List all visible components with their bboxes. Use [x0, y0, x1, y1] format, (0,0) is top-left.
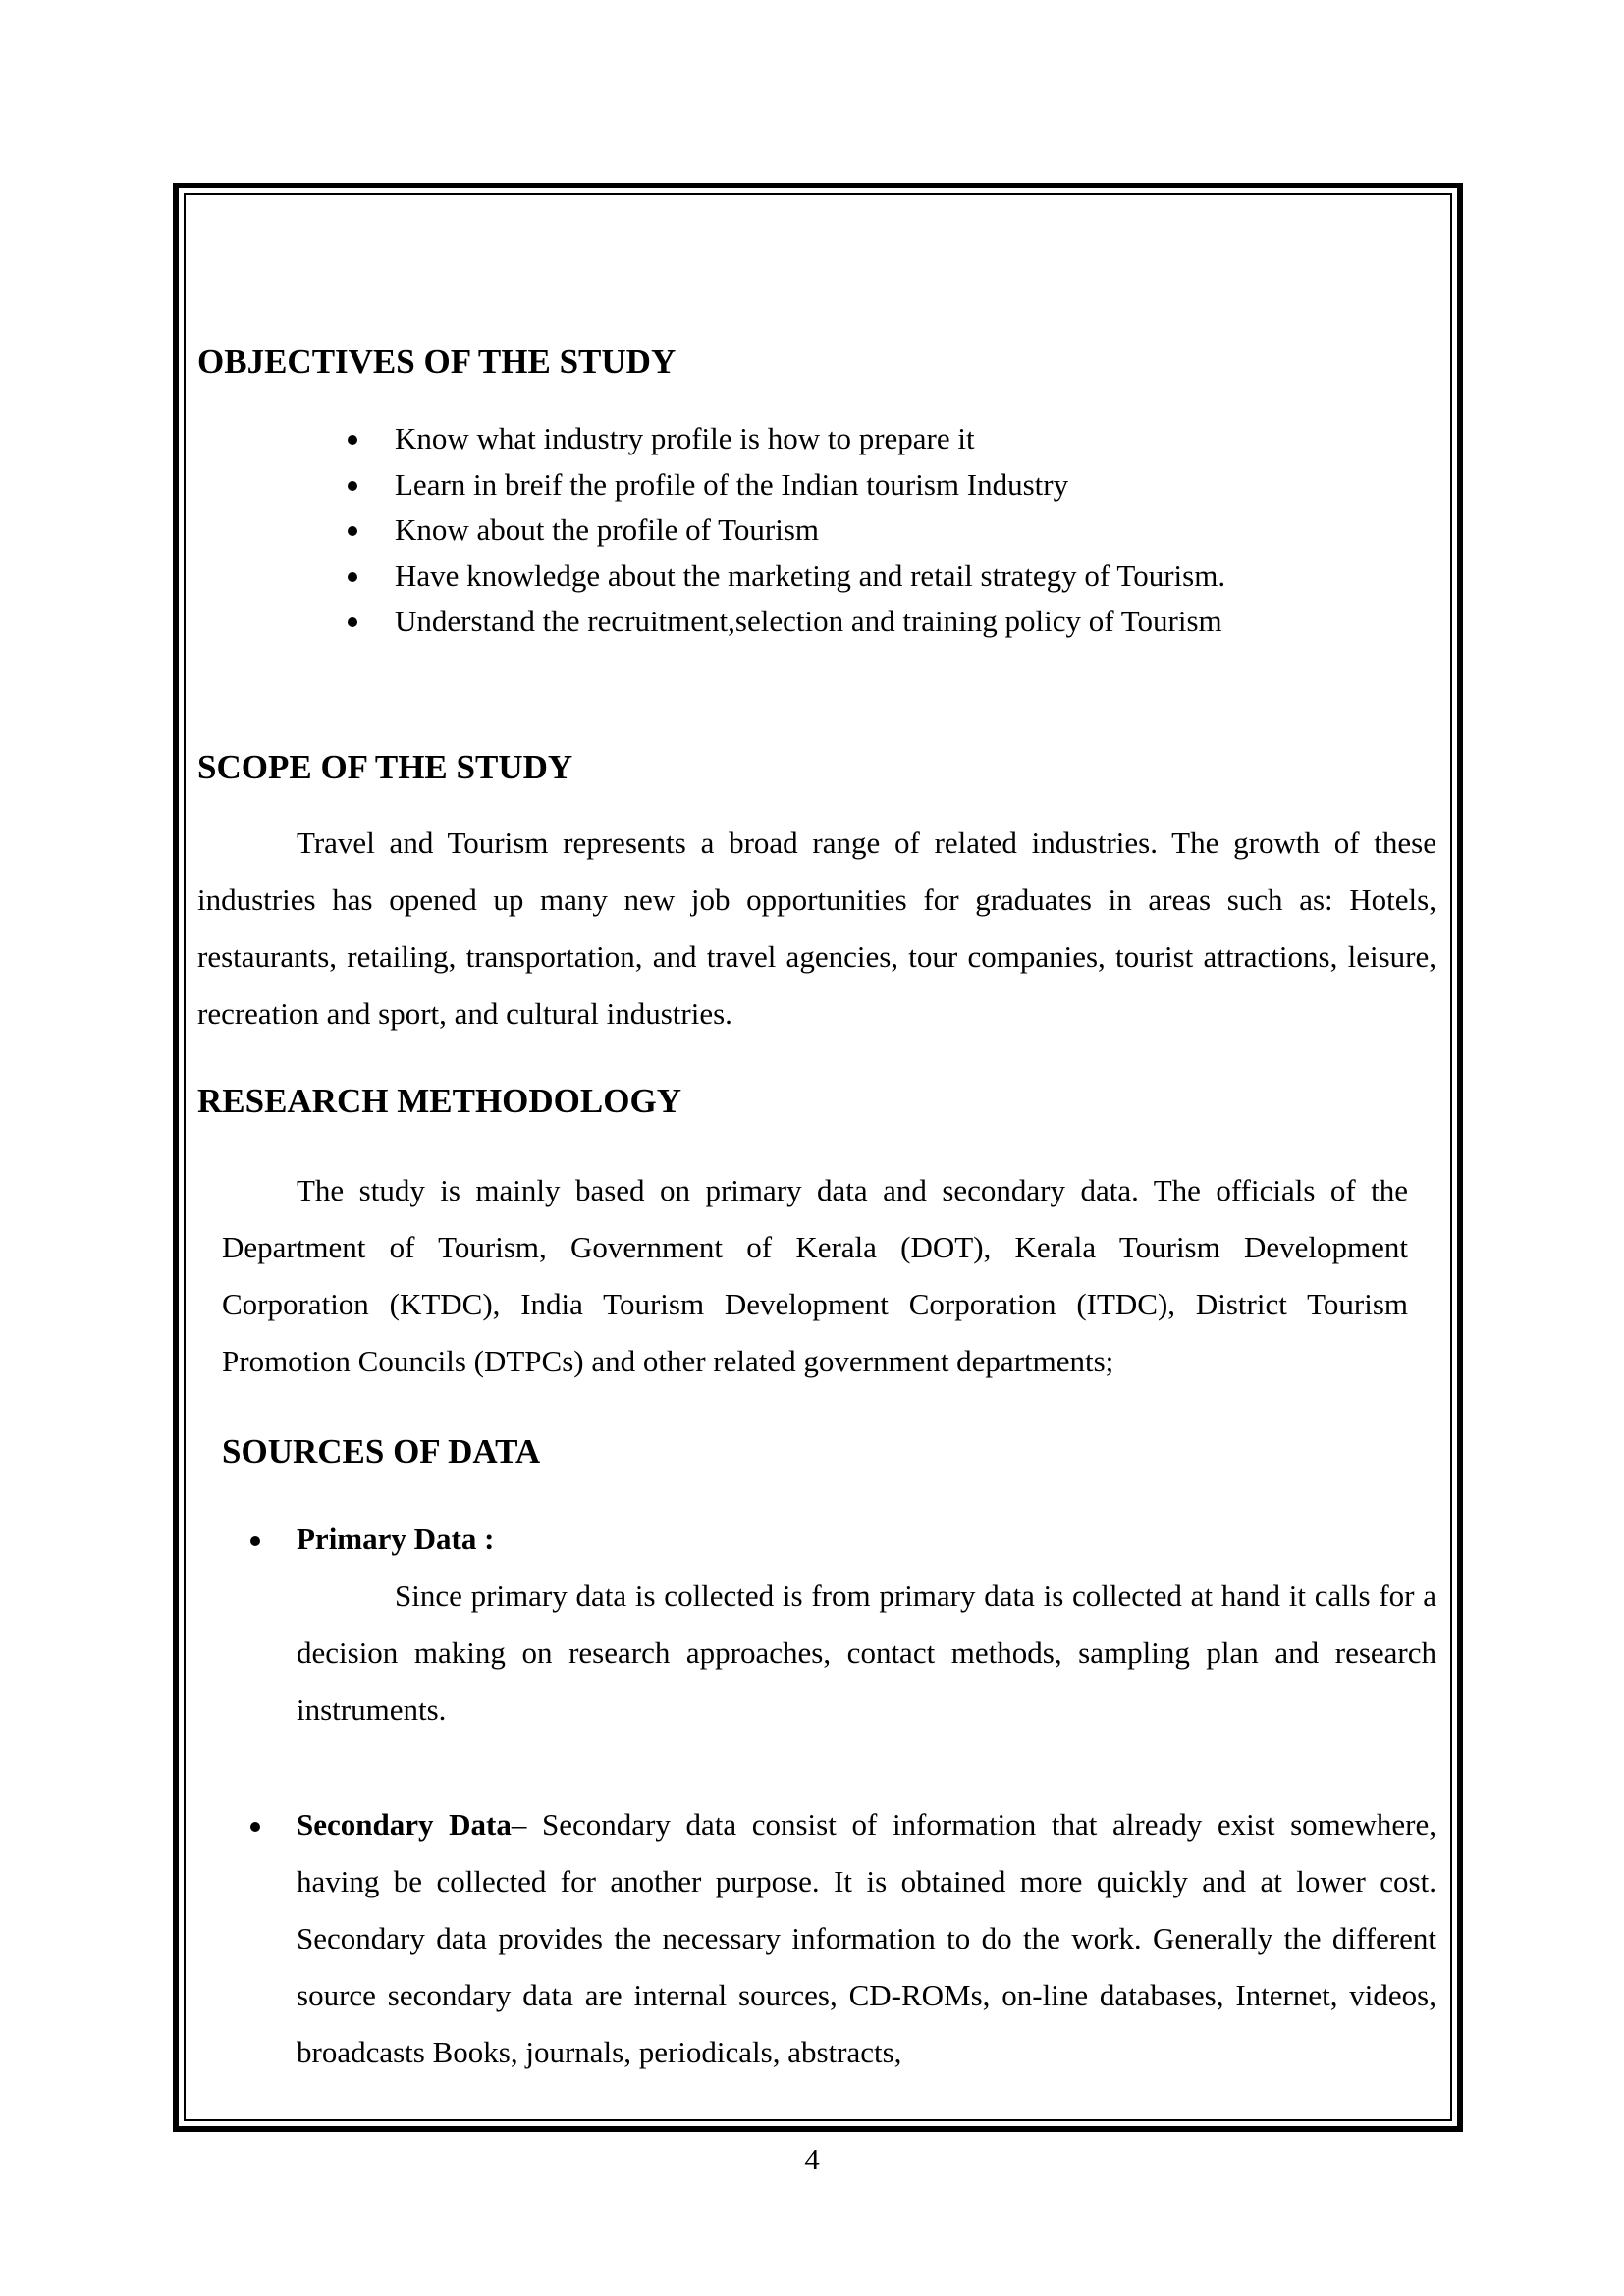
scope-heading: SCOPE OF THE STUDY: [197, 748, 573, 786]
bullet-icon: [348, 481, 357, 491]
methodology-paragraph: The study is mainly based on primary data and secondary data. The officials of the Department of Tourism, Government of Kerala (DOT), Kerala Tourism Development Corporation (KTDC), India Tourism Development Corporation (ITDC), District Tourism Promotion Councils (DTPCs) and other related government departments;: [222, 1173, 1408, 1378]
bullet-icon: [250, 1536, 260, 1546]
sources-heading: SOURCES OF DATA: [222, 1432, 541, 1470]
scope-paragraph: Travel and Tourism represents a broad range of related industries. The growth of these industries has opened up many new job opportunities for graduates in areas such as: Hotels, restaurants, retailing, transportation, and travel agencies, tour companies, tourist attractions, leisure, recreation and sport, and cultural industries.: [197, 826, 1436, 1031]
list-item: Know about the profile of Tourism: [395, 507, 1225, 554]
list-item: Learn in breif the profile of the Indian tourism Industry: [395, 462, 1225, 508]
secondary-data-label: Secondary Data: [297, 1807, 512, 1842]
list-item: Understand the recruitment,selection and training policy of Tourism: [395, 599, 1225, 645]
secondary-data-text: – Secondary data consist of information that already exist somewhere, having be collected for another purpose. It is obtained more quickly and at lower cost. Secondary data provides the necessary information to do the work. Generally the different source secondary data are internal sources, CD-ROMs, on-line databases, Internet, videos, broadcasts Books, journals, periodicals, abstracts,: [297, 1807, 1436, 2069]
bullet-icon: [250, 1822, 260, 1832]
bullet-icon: [348, 572, 357, 582]
objectives-heading: OBJECTIVES OF THE STUDY: [197, 343, 677, 381]
primary-data-paragraph: Since primary data is collected is from primary data is collected at hand it calls for a decision making on research approaches, contact methods, sampling plan and research instruments.: [297, 1578, 1436, 1727]
objectives-list: [395, 416, 1225, 645]
list-item: Have knowledge about the marketing and retail strategy of Tourism.: [395, 554, 1225, 600]
secondary-data-paragraph: [297, 1796, 1436, 2081]
bullet-icon: [348, 435, 357, 445]
primary-data-label: Primary Data :: [297, 1522, 495, 1556]
bullet-icon: [348, 526, 357, 536]
list-item: Know what industry profile is how to prepare it: [395, 416, 1225, 462]
methodology-heading: RESEARCH METHODOLOGY: [197, 1082, 681, 1120]
bullet-icon: [348, 617, 357, 627]
page-number: 4: [804, 2142, 820, 2176]
